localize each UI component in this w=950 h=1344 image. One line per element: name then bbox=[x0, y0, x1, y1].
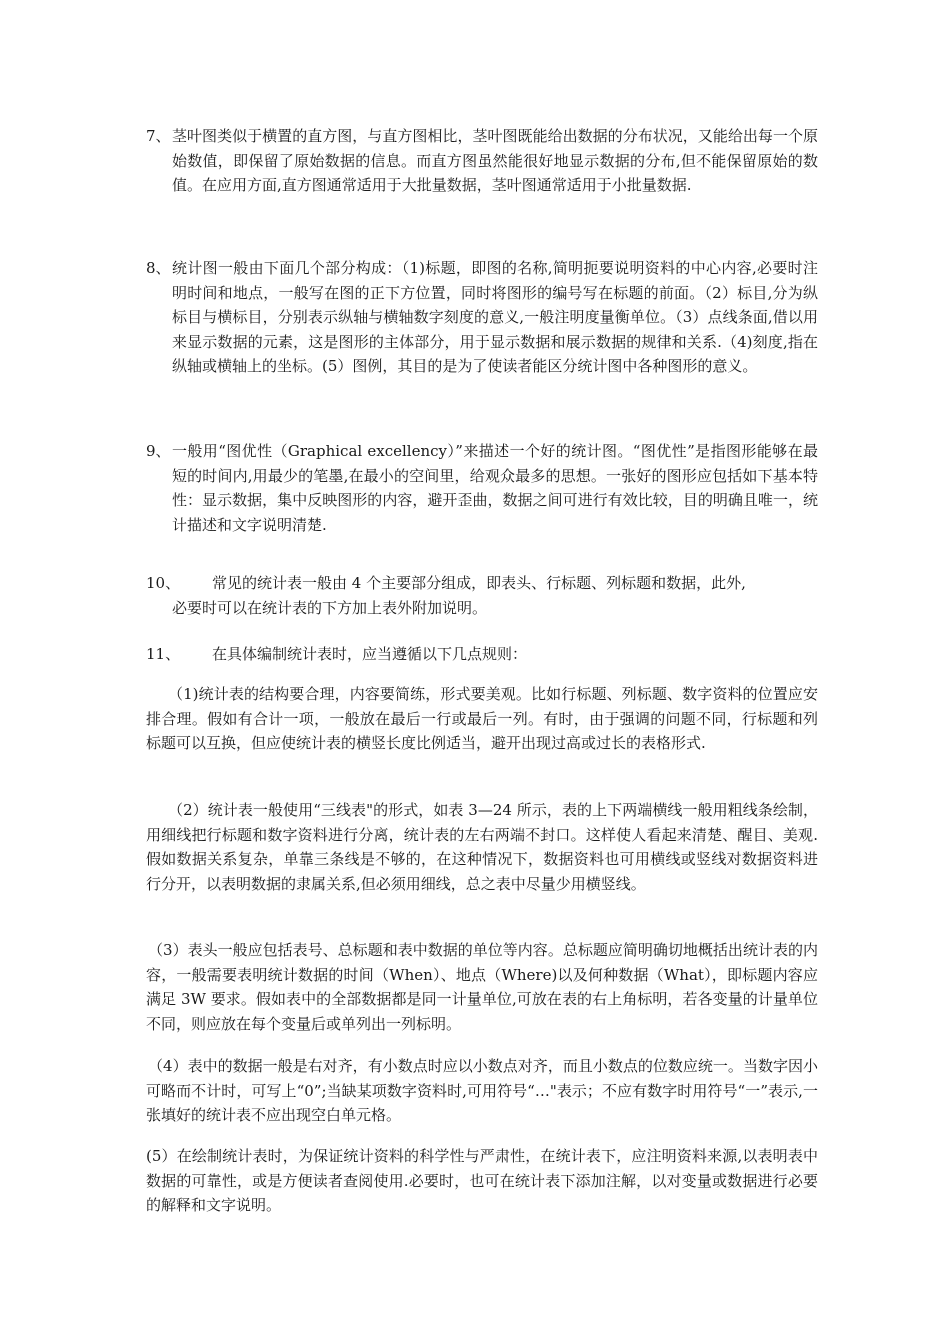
item-text: 一般用“图优性（Graphical excellency）”来描述一个好的统计图。“图优性”是指图形能够在最短的时间内,用最少的笔墨,在最小的空间里，给观众最多的思想。一张好的图形应包括如下基本特性：显示数据，集中反映图形的内容，避开歪曲，数据之间可进行有效比较，目的明确且唯一，统计描述和文字说明清楚. bbox=[172, 442, 818, 534]
rule-paragraph-4: （4）表中的数据一般是右对齐，有小数点时应以小数点对齐，而且小数点的位数应统一。当数字因小可略而不计时，可写上“0”;当缺某项数字资料时,可用符号“…"表示；不应有数字时用符号“一”表示,一张填好的统计表不应出现空白单元格。 bbox=[146, 1057, 818, 1125]
item-number: 11、 bbox=[146, 645, 181, 663]
item-text-continuation: 必要时可以在统计表的下方加上表外附加说明。 bbox=[172, 598, 488, 617]
item-number: 7、 bbox=[146, 127, 171, 145]
list-item-9 bbox=[146, 439, 818, 537]
item-text-first-line: 在具体编制统计表时，应当遵循以下几点规则： bbox=[212, 645, 528, 663]
item-number: 10、 bbox=[146, 574, 181, 592]
list-item-11 bbox=[146, 642, 818, 667]
item-text: 茎叶图类似于横置的直方图，与直方图相比，茎叶图既能给出数据的分布状况，又能给出每一个原始数值，即保留了原始数据的信息。而直方图虽然能很好地显示数据的分布,但不能保留原始的数值。在应用方面,直方图通常适用于大批量数据，茎叶图通常适用于小批量数据. bbox=[172, 127, 818, 195]
item-text bbox=[146, 571, 818, 620]
item-number: 8、 bbox=[146, 259, 171, 277]
rule-paragraph-1: （1)统计表的结构要合理，内容要简练，形式要美观。比如行标题、列标题、数字资料的位置应安排合理。假如有合计一项，一般放在最后一行或最后一列。有时，由于强调的问题不同，行标题和列标题可以互换，但应使统计表的横竖长度比例适当，避开出现过高或过长的表格形式. bbox=[146, 685, 818, 753]
list-item-10 bbox=[146, 571, 818, 620]
item-text-first-line: 常见的统计表一般由 4 个主要部分组成，即表头、行标题、列标题和数据，此外, bbox=[212, 574, 746, 592]
item-text bbox=[146, 642, 818, 667]
rule-paragraph-3: （3）表头一般应包括表号、总标题和表中数据的单位等内容。总标题应简明确切地概括出统计表的内容，一般需要表明统计数据的时间（When）、地点（Where)以及何种数据（What），即标题内容应满足 3W 要求。假如表中的全部数据都是同一计量单位,可放在表的右上角标明，若各变量的计量单位不同，则应放在每个变量后或单列出一列标明。 bbox=[146, 941, 818, 1033]
list-item-7 bbox=[146, 124, 818, 198]
list-item-8 bbox=[146, 256, 818, 379]
item-number: 9、 bbox=[146, 442, 171, 460]
item-text: 统计图一般由下面几个部分构成：（1)标题，即图的名称,简明扼要说明资料的中心内容,必要时注明时间和地点，一般写在图的正下方位置，同时将图形的编号写在标题的前面。（2）标目,分为纵标目与横标目，分别表示纵轴与横轴数字刻度的意义,一般注明度量衡单位。（3）点线条面,借以用来显示数据的元素，这是图形的主体部分，用于显示数据和展示数据的规律和关系.（4)刻度,指在纵轴或横轴上的坐标。(5）图例，其目的是为了使读者能区分统计图中各种图形的意义。 bbox=[172, 259, 818, 376]
rule-paragraph-5: (5）在绘制统计表时，为保证统计资料的科学性与严肃性，在统计表下，应注明资料来源,以表明表中数据的可靠性，或是方便读者查阅使用.必要时，也可在统计表下添加注解，以对变量或数据进行必要的解释和文字说明。 bbox=[146, 1147, 818, 1215]
rule-paragraph-2: （2）统计表一般使用“三线表"的形式，如表 3—24 所示，表的上下两端横线一般用粗线条绘制，用细线把行标题和数字资料进行分离，统计表的左右两端不封口。这样使人看起来清楚、醒目、美观.假如数据关系复杂，单靠三条线是不够的，在这种情况下，数据资料也可用横线或竖线对数据资料进行分开，以表明数据的隶属关系,但必须用细线，总之表中尽量少用横竖线。 bbox=[146, 801, 818, 893]
